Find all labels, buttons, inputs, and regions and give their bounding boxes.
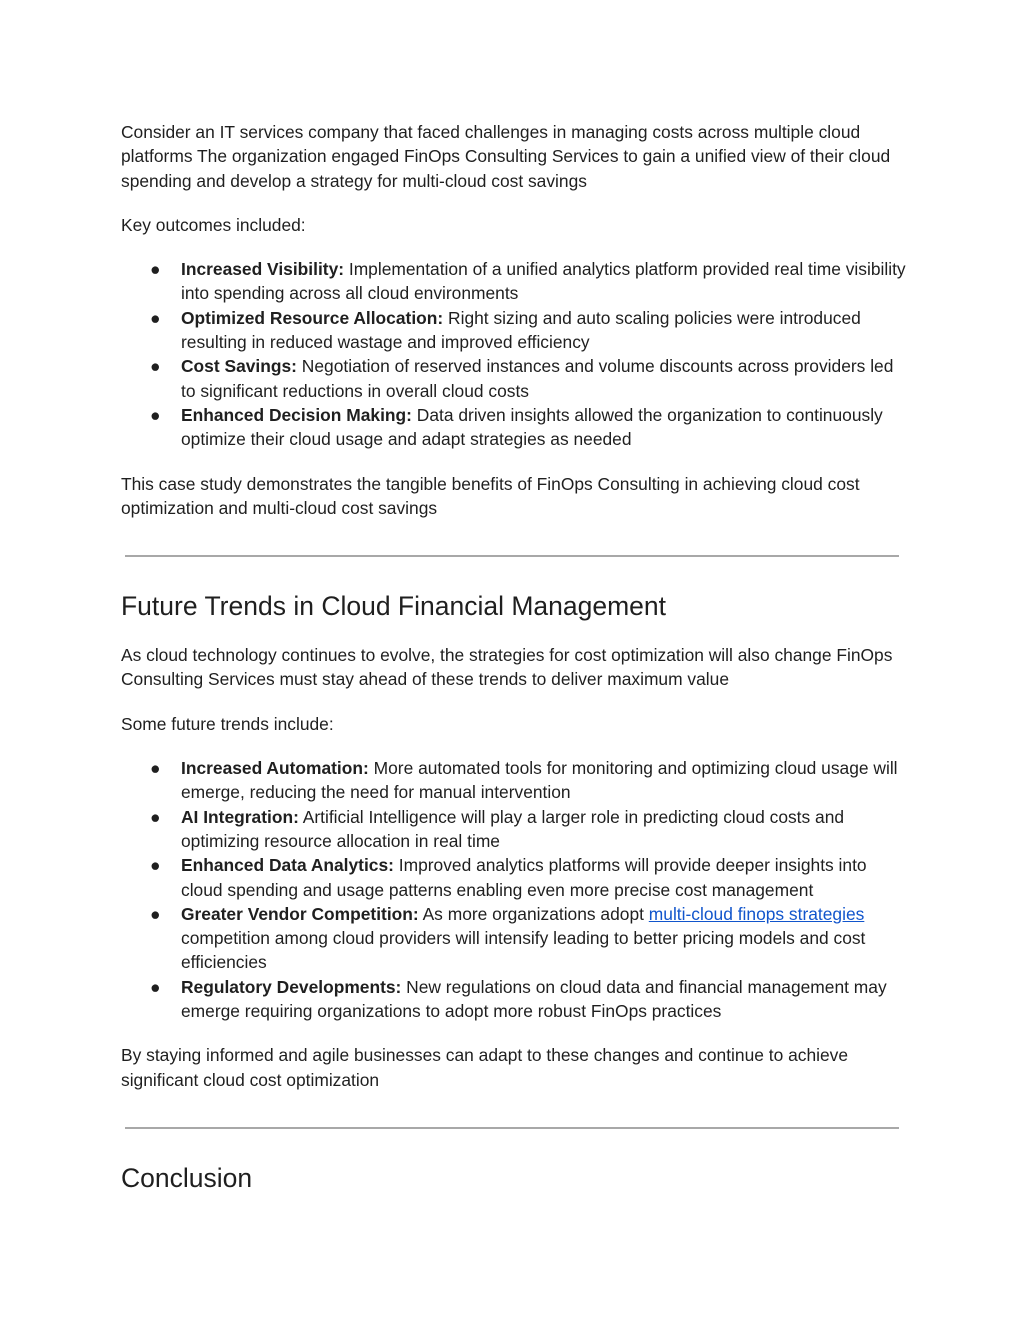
section-heading-future-trends: Future Trends in Cloud Financial Management [121, 591, 667, 622]
bullet-icon: ● [150, 976, 161, 997]
bullet-icon: ● [150, 758, 161, 779]
list-item-text: Improved analytics platforms will provide deeper insights into cloud spending and usage patterns enabling even more precise cost management [181, 855, 867, 900]
list-item [121, 257, 911, 306]
list-item-title: Increased Automation: [181, 758, 369, 779]
bullet-icon: ● [150, 259, 161, 280]
list-item-text: New regulations on cloud data and financial management may emerge requiring organizations to adopt more robust FinOps practices [181, 976, 887, 1022]
list-item-text: Right sizing and auto scaling policies were introduced resulting in reduced wastage and improved efficiency [181, 307, 861, 353]
bullet-icon: ● [150, 903, 161, 924]
trends-paragraph: As cloud technology continues to evolve, the strategies for cost optimization will also change FinOps Consulting Services must stay ahead of these trends to deliver maximum value [121, 645, 893, 690]
bullet-icon: ● [150, 404, 161, 425]
list-item [121, 306, 911, 355]
list-item-text-before: As more organizations adopt [418, 903, 649, 924]
list-item-title: Enhanced Decision Making: [181, 404, 412, 425]
list-item-text: Artificial Intelligence will play a larger role in predicting cloud costs and optimizing resource allocation in real time [181, 806, 845, 851]
outcomes-list [121, 257, 911, 451]
section-heading-conclusion: Conclusion [121, 1162, 253, 1193]
multi-cloud-finops-strategies-link[interactable]: multi-cloud finops strategies [648, 903, 865, 924]
bullet-icon: ● [150, 855, 161, 876]
list-item-text-after: competition among cloud providers will intensify leading to better pricing models and cost efficiencies [181, 928, 866, 973]
list-item-title: Optimized Resource Allocation: [181, 307, 444, 328]
trends-list [121, 756, 911, 1023]
list-item-title: Increased Visibility: [181, 259, 345, 280]
bullet-icon: ● [150, 806, 161, 827]
list-item-text: Implementation of a unified analytics platform provided real time visibility into spending across all cloud environments [181, 259, 906, 304]
list-item [121, 902, 911, 975]
list-item-title: Enhanced Data Analytics: [181, 855, 394, 876]
outcomes-lead: Key outcomes included: [121, 214, 306, 235]
list-item-title: Cost Savings: [181, 356, 297, 377]
list-item [121, 403, 911, 452]
list-item [121, 853, 911, 902]
trends-lead: Some future trends include: [121, 713, 334, 734]
list-item-title: AI Integration: [181, 806, 299, 827]
bullet-icon: ● [150, 356, 161, 377]
trends-closing: By staying informed and agile businesses can adapt to these changes and continue to achieve significant cloud cost optimization [121, 1045, 849, 1090]
case-study-closing: This case study demonstrates the tangible benefits of FinOps Consulting in achieving cloud cost optimization and multi-cloud cost savings [121, 473, 860, 518]
bullet-icon: ● [150, 307, 161, 328]
list-item-title: Greater Vendor Competition: [181, 903, 419, 924]
list-item [121, 805, 911, 854]
list-item-text: Data driven insights allowed the organization to continuously optimize their cloud usage and adapt strategies as needed [181, 404, 883, 450]
case-study-paragraph: Consider an IT services company that faced challenges in managing costs across multiple cloud platforms The organization engaged FinOps Consulting Services to gain a unified view of their cloud spending and develop a strategy for multi-cloud cost savings [121, 122, 891, 191]
list-item [121, 756, 911, 805]
document-page [121, 120, 911, 1194]
list-item [121, 354, 911, 403]
list-item-title: Regulatory Developments: [181, 976, 402, 997]
list-item-text: Negotiation of reserved instances and volume discounts across providers led to significant reductions in overall cloud costs [181, 356, 894, 401]
list-item [121, 975, 911, 1024]
list-item-text: More automated tools for monitoring and optimizing cloud usage will emerge, reducing the need for manual intervention [181, 758, 898, 803]
